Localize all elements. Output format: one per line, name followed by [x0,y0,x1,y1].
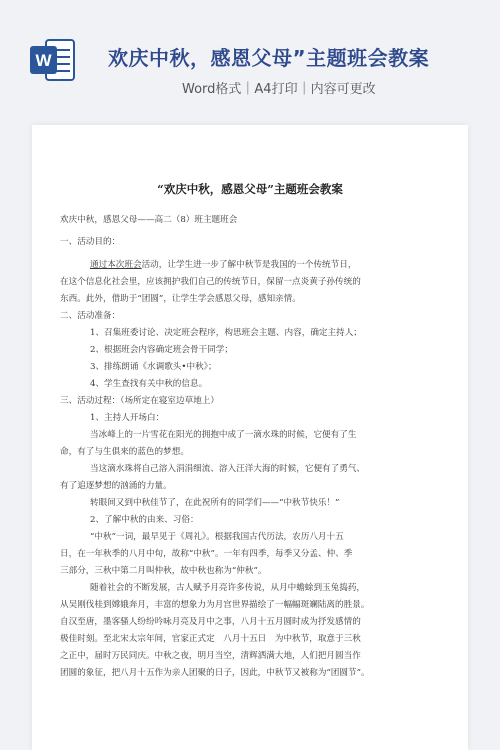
doc-line: 3、排练朗诵《水调歌头•中秋》； [90,362,217,372]
doc-line: 2、根据班会内容确定班会骨干同学； [90,345,233,355]
page-title: 欢庆中秋，感恩父母”主题班会教案 [108,46,430,70]
doc-line: 东西。此外，借助于“团圆”，让学生学会感恩父母，感知亲情。 [60,294,301,304]
doc-line: 团圆的象征，把八月十五作为亲人团聚的日子，因此，中秋节又被称为“团圆节”。 [60,668,370,678]
doc-line: 4、学生查找有关中秋的信息。 [90,379,208,389]
doc-line: 1、召集班委讨论、决定班会程序，构思班会主题、内容，确定主持人； [90,328,362,338]
page-subtitle: Word格式｜A4打印｜内容可更改 [182,82,376,97]
doc-line: 随着社会的不断发展，古人赋予月亮许多传说，从月中蟾蜍到玉兔捣药， [90,583,366,593]
doc-line: 从吴刚伐桂到嫦娥奔月，丰富的想象力为月宫世界描绘了一幅幅斑斓陆离的胜景。 [60,600,370,610]
doc-line: 极佳时刻。至北宋太宗年间，官家正式定 八月十五日 为中秋节，取意于三秋 [60,634,361,644]
doc-line [90,259,356,271]
doc-line-text: 活动，让学生进一步了解中秋节是我国的一个传统节日， [141,260,357,270]
doc-line: 命，有了与生俱来的蓝色的梦想。 [60,447,189,457]
doc-line: 有了追逐梦想的汹涌的力量。 [60,481,172,491]
doc-line: “中秋”一词，最早见于《周礼》。根据我国古代历法，农历八月十五 [90,532,344,542]
doc-line: 转眼间又到中秋佳节了，在此祝所有的同学们——“中秋节快乐！” [90,498,340,508]
doc-line: 日，在一年秋季的八月中旬，故称“中秋”。一年有四季，每季又分孟、仲、季 [60,549,353,559]
doc-line: 自汉至唐，墨客骚人纷纷吟咏月亮及月中之事，八月十五月圆时成为抒发感情的 [60,617,361,627]
word-icon-letter: W [35,51,52,70]
section-heading: 三、活动过程：（场所定在寝室边草地上） [60,396,219,406]
doc-line: 在这个信息化社会里，应该拥护我们自己的传统节日，保留一点炎黄子孙传统的 [60,277,361,287]
section-heading: 一、活动目的： [60,237,121,247]
doc-line: 1、主持人开场白： [90,413,165,423]
underlined-text: 通过本次班会 [90,260,142,270]
document-page [32,125,468,750]
doc-line: 当冰峰上的一片雪花在阳光的拥抱中成了一滴水珠的时候，它便有了生 [90,430,357,440]
word-icon [30,38,76,82]
doc-line: 三部分，三秋中第二月叫仲秋，故中秋也称为“仲秋”。 [60,566,267,576]
doc-line: 2、了解中秋的由来、习俗： [90,515,199,525]
section-heading: 二、活动准备： [60,311,121,321]
doc-line: 欢庆中秋，感恩父母——高二（8）班主题班会 [60,215,238,225]
doc-line: 当这滴水珠将自己溶入涓涓细流、溶入汪洋大海的时候，它便有了勇气、 [90,464,366,474]
page-header [0,0,500,110]
document-title: “欢庆中秋，感恩父母”主题班会教案 [157,182,343,196]
doc-line: 之正中，届时万民同庆。中秋之夜，明月当空，清辉洒满大地，人们把月圆当作 [60,651,361,661]
